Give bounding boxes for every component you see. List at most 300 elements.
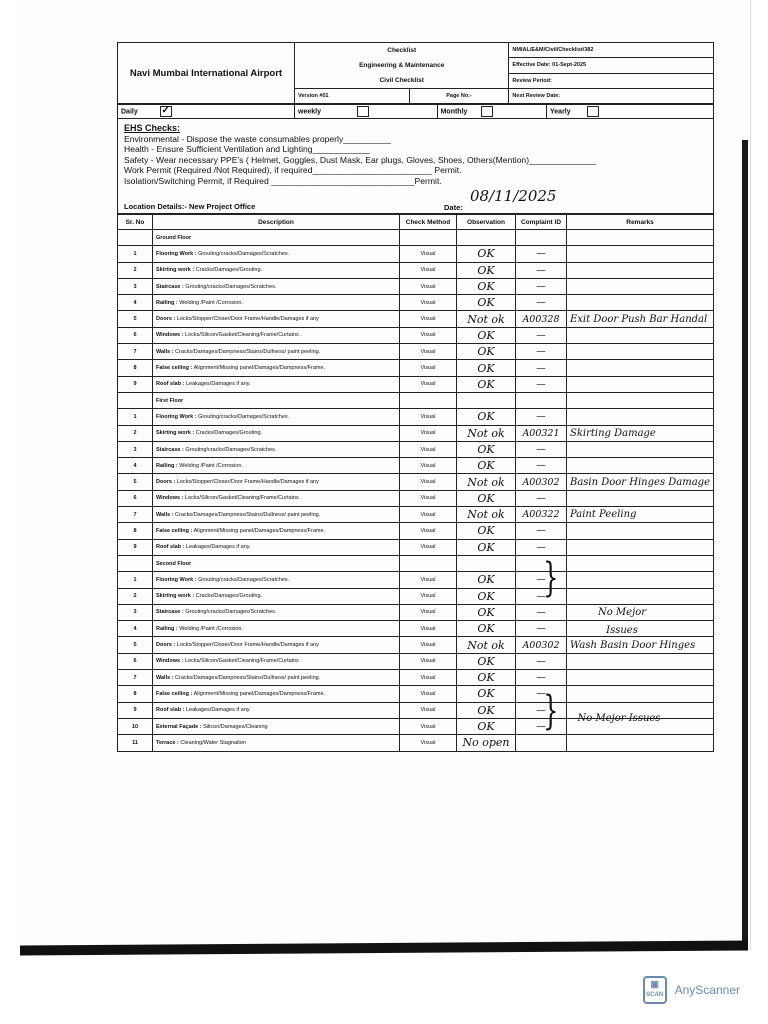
row-check-method: Visual <box>399 425 456 441</box>
row-complaint-id: A00302 <box>515 474 566 490</box>
row-observation: Not ok <box>456 474 515 490</box>
row-complaint-id: — <box>515 621 566 637</box>
row-sr-no: 6 <box>118 653 153 669</box>
row-check-method: Visual <box>399 670 456 686</box>
row-description <box>153 311 400 327</box>
row-sr-no: 8 <box>118 360 153 376</box>
row-sr-no: 2 <box>118 425 153 441</box>
item-name: Staircase : <box>156 446 184 453</box>
item-name: Doors : <box>156 316 176 323</box>
table-body <box>118 230 714 752</box>
item-detail: Cracks/Damages/Dampness/Stains/Dullness/ paint peeling. <box>173 674 321 681</box>
row-observation: Not ok <box>456 311 515 327</box>
empty-cell <box>515 392 566 408</box>
row-check-method: Visual <box>399 278 456 294</box>
row-remarks: Wash Basin Door Hinges <box>566 637 713 653</box>
row-observation: OK <box>456 295 515 311</box>
row-complaint-id: — <box>515 670 566 686</box>
item-detail: Cracks/Damages/Grouting. <box>194 267 263 274</box>
row-observation: OK <box>456 441 515 457</box>
table-header-row <box>118 215 714 230</box>
row-observation: OK <box>456 604 515 620</box>
empty-cell <box>566 392 713 408</box>
section-row <box>118 555 714 571</box>
empty-cell <box>515 555 566 571</box>
row-description <box>153 637 400 653</box>
row-sr-no: 4 <box>118 621 153 637</box>
item-name: Roof slab : <box>156 707 185 714</box>
row-sr-no: 1 <box>118 409 153 425</box>
row-check-method: Visual <box>399 246 456 262</box>
item-name: Skirting work : <box>156 267 195 274</box>
monthly-label: Monthly <box>440 108 468 116</box>
item-name: Windows : <box>156 658 184 665</box>
row-remarks <box>566 523 713 539</box>
row-remarks <box>566 490 713 506</box>
row-remarks <box>566 458 713 474</box>
row-sr-no: 8 <box>118 523 153 539</box>
item-detail: Welding /Paint /Corrosion. <box>177 299 244 306</box>
row-sr-no: 5 <box>118 311 153 327</box>
row-remarks <box>566 653 713 669</box>
row-complaint-id: — <box>515 458 566 474</box>
row-remarks: Exit Door Push Bar Handal <box>566 311 713 327</box>
effective-date: Effective Date: 01-Sept-2025 <box>509 58 714 73</box>
row-check-method: Visual <box>399 686 456 702</box>
section-row <box>118 392 714 408</box>
row-sr-no: 1 <box>118 246 153 262</box>
item-name: Terrace : <box>156 739 179 746</box>
inspection-table <box>117 214 714 752</box>
item-detail: Alignment/Missing panel/Damages/Dampness/Frame. <box>192 365 326 372</box>
row-observation: OK <box>456 327 515 343</box>
item-name: Staircase : <box>156 283 184 290</box>
row-check-method: Visual <box>399 490 456 506</box>
row-description <box>153 735 400 751</box>
item-detail: Leakages/Damages if any. <box>184 707 251 714</box>
daily-checkbox[interactable]: ✓ <box>161 105 170 116</box>
handwritten-brace: } <box>543 688 559 734</box>
table-row <box>118 572 714 588</box>
table-row <box>118 278 714 294</box>
row-check-method: Visual <box>399 311 456 327</box>
row-sr-no: 7 <box>118 507 153 523</box>
section-title: Ground Floor <box>153 230 400 246</box>
table-row <box>118 735 714 751</box>
row-check-method: Visual <box>399 637 456 653</box>
row-description <box>153 295 400 311</box>
review-period: Review Period: <box>509 73 714 88</box>
frequency-monthly[interactable] <box>437 105 546 119</box>
item-detail: Grouting/cracks/Damages/Scratches. <box>183 283 277 290</box>
item-detail: Grouting/cracks/Damages/Scratches. <box>196 576 290 583</box>
row-observation: Not ok <box>456 425 515 441</box>
row-sr-no: 3 <box>118 278 153 294</box>
row-check-method: Visual <box>399 458 456 474</box>
item-name: Flooring Work : <box>156 413 197 420</box>
row-observation: OK <box>456 278 515 294</box>
ehs-section <box>117 119 714 214</box>
row-observation: No open <box>456 735 515 751</box>
yearly-label: Yearly <box>550 108 571 116</box>
row-sr-no: 1 <box>118 572 153 588</box>
item-detail: Cleaning/Water Stagnation <box>178 739 246 746</box>
row-sr-no: 8 <box>118 686 153 702</box>
row-complaint-id: — <box>515 376 566 392</box>
row-remarks <box>566 295 713 311</box>
item-detail: Alignment/Missing panel/Damages/Dampness/Frame. <box>192 690 326 697</box>
table-row <box>118 588 714 604</box>
table-row <box>118 670 714 686</box>
item-name: Roof slab : <box>156 544 185 551</box>
table-row <box>118 246 714 262</box>
row-sr-no: 3 <box>118 604 153 620</box>
item-detail: Cracks/Damages/Grouting. <box>194 430 263 437</box>
row-observation: OK <box>456 621 515 637</box>
row-complaint-id: — <box>515 295 566 311</box>
row-check-method: Visual <box>399 262 456 278</box>
row-description <box>153 670 400 686</box>
row-observation: OK <box>456 360 515 376</box>
section-sn <box>118 230 153 246</box>
row-description <box>153 718 400 734</box>
frequency-row <box>117 104 714 119</box>
row-sr-no: 4 <box>118 295 153 311</box>
item-name: Roof slab : <box>156 381 185 388</box>
row-sr-no: 4 <box>118 458 153 474</box>
row-description <box>153 588 400 604</box>
row-observation: OK <box>456 686 515 702</box>
page-number: Page No:- <box>409 89 509 104</box>
row-complaint-id: — <box>515 278 566 294</box>
table-row <box>118 474 714 490</box>
row-check-method: Visual <box>399 735 456 751</box>
col-header-observation: Observation <box>456 215 515 230</box>
empty-cell <box>399 392 456 408</box>
row-description <box>153 458 400 474</box>
row-check-method: Visual <box>399 653 456 669</box>
row-remarks: Paint Peeling <box>566 507 713 523</box>
row-description <box>153 702 400 718</box>
document-number: NMIAL/E&M/Civil/Checklist/382 <box>509 43 714 58</box>
section-title: Second Floor <box>153 555 400 571</box>
section-row <box>118 230 714 246</box>
section-sn <box>118 555 153 571</box>
row-sr-no: 6 <box>118 490 153 506</box>
table-row <box>118 262 714 278</box>
item-name: Railing : <box>156 299 178 306</box>
row-check-method: Visual <box>399 523 456 539</box>
item-name: Flooring Work : <box>156 250 197 257</box>
table-row <box>118 653 714 669</box>
row-description <box>153 490 400 506</box>
table-row <box>118 295 714 311</box>
row-description <box>153 262 400 278</box>
date-value: 08/11/2025 <box>470 187 557 205</box>
row-complaint-id <box>515 735 566 751</box>
row-sr-no: 11 <box>118 735 153 751</box>
item-detail: Grouting/cracks/Damages/Scratches. <box>196 250 290 257</box>
item-name: Windows : <box>156 495 184 502</box>
row-remarks <box>566 360 713 376</box>
item-name: False ceiling : <box>156 690 193 697</box>
checklist-sheet <box>117 42 714 752</box>
row-description <box>153 653 400 669</box>
row-remarks <box>566 539 713 555</box>
location-details: Location Details:- New Project Office <box>124 202 256 211</box>
item-name: Skirting work : <box>156 593 195 600</box>
row-check-method: Visual <box>399 539 456 555</box>
row-complaint-id: — <box>515 523 566 539</box>
table-row <box>118 425 714 441</box>
row-complaint-id: A00302 <box>515 637 566 653</box>
row-sr-no: 2 <box>118 588 153 604</box>
daily-label: Daily <box>121 108 138 116</box>
watermark-brand: AnyScanner <box>674 983 740 997</box>
row-description <box>153 327 400 343</box>
item-detail: Locks/Stopper/Closer/Door Frame/Handle/Damages if any <box>175 642 319 649</box>
col-header-sr-no: Sr. No <box>118 215 153 230</box>
item-name: Doors : <box>156 642 176 649</box>
row-sr-no: 9 <box>118 539 153 555</box>
row-complaint-id: — <box>515 441 566 457</box>
row-description <box>153 246 400 262</box>
row-complaint-id: — <box>515 327 566 343</box>
anyscanner-watermark <box>643 976 740 1004</box>
row-remarks <box>566 588 713 604</box>
row-observation: OK <box>456 670 515 686</box>
row-remarks <box>566 686 713 702</box>
row-remarks <box>566 246 713 262</box>
section-sn <box>118 392 153 408</box>
row-check-method: Visual <box>399 572 456 588</box>
row-remarks <box>566 278 713 294</box>
item-detail: Locks/Stopper/Closer/Door Frame/Handle/Damages if any <box>175 479 319 486</box>
row-complaint-id: — <box>515 718 566 734</box>
item-detail: Welding /Paint /Corrosion. <box>177 625 244 632</box>
checklist-title-block <box>295 43 509 89</box>
item-detail: Leakages/Damages if any. <box>184 381 251 388</box>
row-remarks <box>566 670 713 686</box>
row-description <box>153 278 400 294</box>
col-header-check-method: Check Method <box>399 215 456 230</box>
row-description <box>153 604 400 620</box>
weekly-label: weekly <box>298 108 321 116</box>
item-detail: Grouting/cracks/Damages/Scratches. <box>183 446 277 453</box>
row-remarks: Basin Door Hinges Damage <box>566 474 713 490</box>
organization-name: Navi Mumbai International Airport <box>118 43 295 104</box>
weekly-checkbox[interactable] <box>357 106 369 117</box>
item-detail: Alignment/Missing panel/Damages/Dampness/Frame. <box>192 527 326 534</box>
item-detail: Locks/Silicon/Gasket/Cleaning/Frame/Curtains . <box>183 658 302 665</box>
item-name: Skirting work : <box>156 430 195 437</box>
ehs-line-work-permit: Work Permit (Required /Not Required), if required_________________________ Permit. <box>124 165 462 175</box>
item-name: Windows : <box>156 332 184 339</box>
table-row <box>118 311 714 327</box>
row-complaint-id: — <box>515 702 566 718</box>
row-remarks: Skirting Damage <box>566 425 713 441</box>
row-observation: OK <box>456 376 515 392</box>
row-complaint-id: — <box>515 572 566 588</box>
table-row <box>118 441 714 457</box>
row-check-method: Visual <box>399 376 456 392</box>
row-remarks <box>566 344 713 360</box>
row-complaint-id: — <box>515 360 566 376</box>
row-description <box>153 441 400 457</box>
row-description <box>153 474 400 490</box>
row-observation: Not ok <box>456 507 515 523</box>
row-observation: OK <box>456 262 515 278</box>
table-row <box>118 458 714 474</box>
empty-cell <box>456 555 515 571</box>
row-check-method: Visual <box>399 702 456 718</box>
row-description <box>153 425 400 441</box>
item-name: Railing : <box>156 625 178 632</box>
row-check-method: Visual <box>399 409 456 425</box>
ehs-line-environmental: Environmental - Dispose the waste consumables properly__________ <box>124 133 392 144</box>
scan-icon: ▣ SCAN <box>643 976 667 1004</box>
row-check-method: Visual <box>399 344 456 360</box>
row-observation: OK <box>456 523 515 539</box>
row-observation: OK <box>456 653 515 669</box>
ehs-line-health: Health - Ensure Sufficient Ventilation and Lighting____________ <box>124 144 370 154</box>
row-check-method: Visual <box>399 295 456 311</box>
item-name: Walls : <box>156 511 174 518</box>
row-check-method: Visual <box>399 507 456 523</box>
item-detail: Locks/Silicon/Gasket/Cleaning/Frame/Curtains . <box>183 332 302 339</box>
row-observation: OK <box>456 490 515 506</box>
row-sr-no: 7 <box>118 670 153 686</box>
item-detail: Grouting/cracks/Damages/Scratches. <box>183 609 277 616</box>
row-observation: OK <box>456 718 515 734</box>
item-detail: Cracks/Damages/Dampness/Stains/Dullness/ paint peeling. <box>173 348 321 355</box>
frequency-weekly[interactable] <box>295 105 438 119</box>
empty-cell <box>399 555 456 571</box>
handwritten-note: No Mejor Issues <box>577 713 661 724</box>
item-detail: Cracks/Damages/Grouting. <box>194 593 263 600</box>
row-complaint-id: — <box>515 686 566 702</box>
row-check-method: Visual <box>399 441 456 457</box>
row-complaint-id: — <box>515 653 566 669</box>
item-detail: Welding /Paint /Corrosion. <box>177 462 244 469</box>
row-description <box>153 409 400 425</box>
row-complaint-id: A00322 <box>515 507 566 523</box>
item-name: Staircase : <box>156 609 184 616</box>
row-complaint-id: — <box>515 539 566 555</box>
frequency-yearly[interactable] <box>547 105 714 119</box>
item-name: Walls : <box>156 348 174 355</box>
department-label: Engineering & Maintenance <box>359 62 445 69</box>
row-description <box>153 523 400 539</box>
yearly-checkbox[interactable] <box>587 106 599 117</box>
empty-cell <box>399 230 456 246</box>
row-remarks <box>566 262 713 278</box>
row-sr-no: 5 <box>118 637 153 653</box>
row-observation: OK <box>456 588 515 604</box>
row-sr-no: 6 <box>118 327 153 343</box>
row-sr-no: 5 <box>118 474 153 490</box>
row-description <box>153 539 400 555</box>
row-check-method: Visual <box>399 327 456 343</box>
row-sr-no: 2 <box>118 262 153 278</box>
row-remarks <box>566 327 713 343</box>
section-title: First Floor <box>153 392 400 408</box>
item-name: Flooring Work : <box>156 576 197 583</box>
row-description <box>153 507 400 523</box>
table-row <box>118 409 714 425</box>
row-remarks <box>566 735 713 751</box>
row-sr-no: 3 <box>118 441 153 457</box>
row-remarks <box>566 441 713 457</box>
table-row <box>118 523 714 539</box>
row-description <box>153 344 400 360</box>
document-header <box>117 42 714 104</box>
row-sr-no: 9 <box>118 702 153 718</box>
row-complaint-id: — <box>515 604 566 620</box>
empty-cell <box>515 230 566 246</box>
row-observation: OK <box>456 539 515 555</box>
row-complaint-id: — <box>515 490 566 506</box>
item-detail: Cracks/Damages/Dampness/Stains/Dullness/ paint peeling. <box>173 511 321 518</box>
table-row <box>118 327 714 343</box>
row-observation: OK <box>456 344 515 360</box>
table-row <box>118 686 714 702</box>
checklist-type: Civil Checklist <box>379 77 424 84</box>
row-complaint-id: A00321 <box>515 425 566 441</box>
ehs-title: EHS Checks: <box>124 123 181 133</box>
col-header-description: Description <box>153 215 400 230</box>
row-remarks <box>566 376 713 392</box>
row-remarks <box>566 409 713 425</box>
ehs-line-safety: Safety - Wear necessary PPE's ( Helmet, Goggles, Dust Mask, Ear plugs, Gloves, Shoes, Others(Mention)______________ <box>124 154 596 165</box>
row-observation: OK <box>456 458 515 474</box>
item-name: Doors : <box>156 479 176 486</box>
row-complaint-id: A00328 <box>515 311 566 327</box>
row-description <box>153 621 400 637</box>
row-remarks <box>566 572 713 588</box>
item-name: Railing : <box>156 462 178 469</box>
row-observation: OK <box>456 409 515 425</box>
table-row <box>118 490 714 506</box>
ehs-line-isolation-permit: Isolation/Switching Permit, if Required ______________________________Permit. <box>124 175 442 186</box>
row-complaint-id: — <box>515 409 566 425</box>
empty-cell <box>456 392 515 408</box>
table-row <box>118 507 714 523</box>
row-observation: Not ok <box>456 637 515 653</box>
frequency-daily[interactable] <box>118 105 295 119</box>
item-name: False ceiling : <box>156 527 193 534</box>
item-name: Walls : <box>156 674 174 681</box>
row-complaint-id: — <box>515 262 566 278</box>
row-complaint-id: — <box>515 344 566 360</box>
row-complaint-id: — <box>515 246 566 262</box>
date-label: Date: <box>444 203 463 212</box>
item-name: False ceiling : <box>156 365 193 372</box>
row-observation: OK <box>456 702 515 718</box>
monthly-checkbox[interactable] <box>481 106 493 117</box>
empty-cell <box>566 230 713 246</box>
row-description <box>153 686 400 702</box>
next-review-date: Next Review Date: <box>509 89 714 104</box>
checklist-label: Checklist <box>387 47 417 54</box>
handwritten-note: No Mejor Issues <box>597 607 646 636</box>
empty-cell <box>566 555 713 571</box>
row-description <box>153 572 400 588</box>
page-shadow-edge <box>742 140 748 950</box>
table-row <box>118 344 714 360</box>
row-sr-no: 10 <box>118 718 153 734</box>
row-description <box>153 376 400 392</box>
